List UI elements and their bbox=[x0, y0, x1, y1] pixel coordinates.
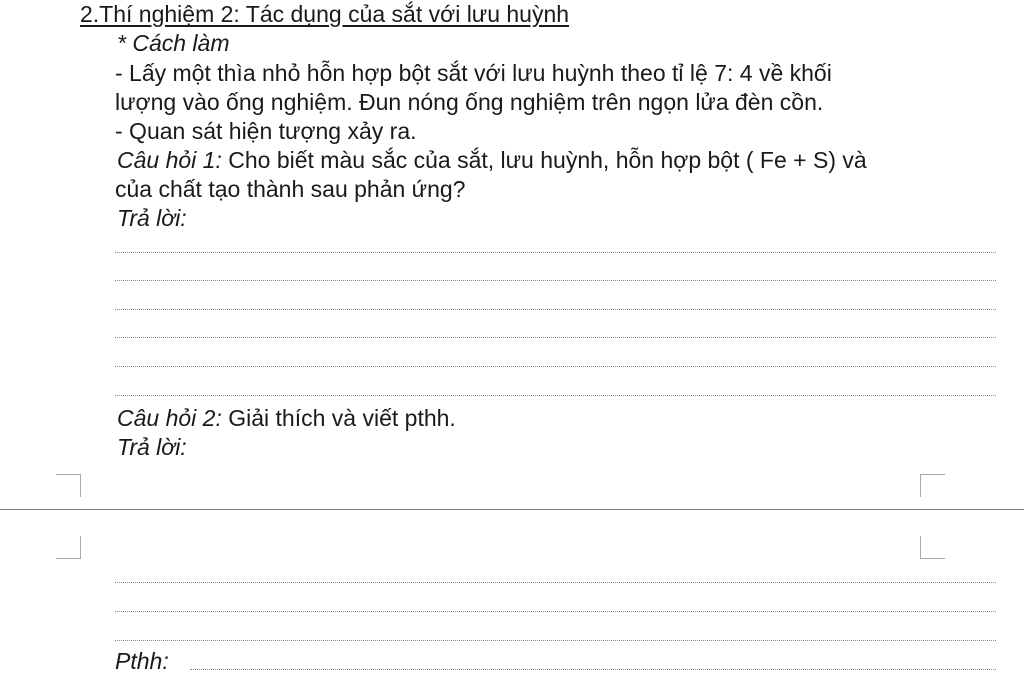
answer-line[interactable] bbox=[115, 582, 996, 583]
method-step1-line1: - Lấy một thìa nhỏ hỗn hợp bột sắt với lưu huỳnh theo tỉ lệ 7: 4 về khối bbox=[115, 60, 832, 86]
question2-line bbox=[117, 404, 456, 432]
question2-text: Giải thích và viết pthh. bbox=[221, 405, 456, 431]
question1-text-line1: Cho biết màu sắc của sắt, lưu huỳnh, hỗn hợp bột ( Fe + S) và bbox=[221, 147, 867, 173]
crop-mark-top-right bbox=[920, 474, 945, 497]
pthh-answer-line[interactable] bbox=[190, 669, 996, 670]
answer-line[interactable] bbox=[115, 366, 996, 367]
section-heading: 2.Thí nghiệm 2: Tác dụng của sắt với lưu huỳnh bbox=[80, 1, 570, 27]
crop-mark-bottom-right bbox=[920, 536, 945, 559]
page-break-divider bbox=[0, 509, 1024, 510]
pthh-label: Pthh: bbox=[115, 648, 169, 674]
question1-line1 bbox=[117, 146, 867, 174]
question1-text-line2: của chất tạo thành sau phản ứng? bbox=[115, 176, 466, 202]
method-title: * Cách làm bbox=[117, 30, 230, 56]
answer-line[interactable] bbox=[115, 252, 996, 253]
answer-line[interactable] bbox=[115, 280, 996, 281]
question1-answer-label: Trả lời: bbox=[117, 205, 187, 231]
answer-line[interactable] bbox=[115, 337, 996, 338]
answer-line[interactable] bbox=[115, 611, 996, 612]
method-step2: - Quan sát hiện tượng xảy ra. bbox=[115, 118, 417, 144]
question2-answer-label: Trả lời: bbox=[117, 434, 187, 460]
question1-label: Câu hỏi 1: bbox=[117, 147, 222, 173]
crop-mark-bottom-left bbox=[56, 536, 81, 559]
question2-label: Câu hỏi 2: bbox=[117, 405, 222, 431]
answer-line[interactable] bbox=[115, 640, 996, 641]
answer-line[interactable] bbox=[115, 309, 996, 310]
crop-mark-top-left bbox=[56, 474, 81, 497]
method-step1-line2: lượng vào ống nghiệm. Đun nóng ống nghiệm trên ngọn lửa đèn cồn. bbox=[115, 89, 824, 115]
answer-line[interactable] bbox=[115, 395, 996, 396]
